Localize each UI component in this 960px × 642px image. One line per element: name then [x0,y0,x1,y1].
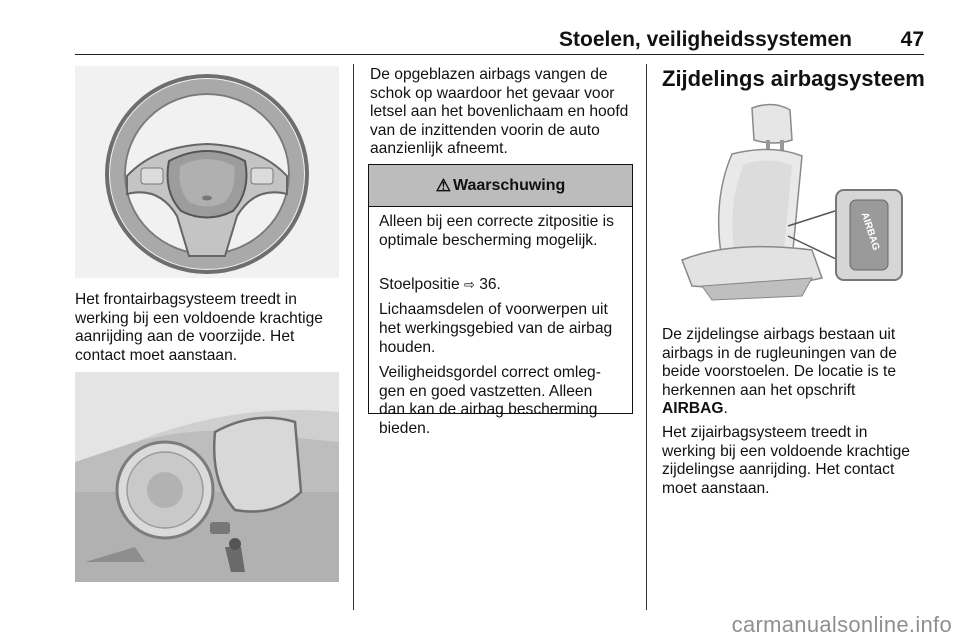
warning-header [369,165,632,207]
page-header-title: Stoelen, veiligheidssystemen [559,28,852,51]
seat-side-airbag-icon [662,100,926,312]
front-airbag-paragraph: Het frontairbagsysteem treedt in werking bij een voldoende krachtige aanrijding aan de voorzijde. Het contact moet aanstaan. [75,291,323,364]
airbag-label: AIRBAG [858,211,882,252]
column-divider-2 [646,64,647,610]
watermark: carmanualsonline.info [731,612,952,637]
page-number: 47 [900,28,924,51]
header-rule [75,54,924,55]
page-reference-number[interactable]: 36. [474,275,501,293]
side-airbag-figure [662,100,926,312]
warning-paragraph-2 [379,257,622,294]
side-airbag-paragraph-2: Het zijairbagsysteem treedt in werking bij een voldoende krachtige zijdelingse aanrijding. Het contact moet aanstaan. [662,424,910,497]
inflated-front-airbags-icon [75,372,339,582]
warning-paragraph-3: Lichaamsdelen of voorwerpen uit het werkingsgebied van de airbag houden. [379,301,613,356]
airbag-inscription: AIRBAG [662,400,724,418]
seat-position-text: Stoelpositie [379,275,464,293]
warning-body [369,207,632,439]
steering-wheel-figure [75,66,339,278]
warning-title: Waarschuwing [452,176,566,194]
warning-triangle-icon: ⚠ [435,175,451,195]
page-reference-arrow-icon: ⇨ [463,276,475,292]
warning-box [368,164,633,437]
steering-wheel-airbag-icon [75,66,339,278]
column-divider-1 [353,64,354,610]
side-airbag-text-end: . [723,400,728,418]
section-heading: Zijdelings airbagsysteem [662,66,925,91]
warning-paragraph-4: Veiligheidsgordel correct omleg- gen en goed vastzetten. Alleen dan kan de airbag bescherming bieden. [379,364,601,437]
side-airbag-text: De zijdelingse airbags bestaan uit airbags in de rugleuningen van de beide voorstoelen. De locatie is te herkennen aan het opschrift [662,326,897,399]
warning-paragraph-1: Alleen bij een correcte zitpositie is optimale bescherming mogelijk. [379,213,614,249]
airbag-effect-paragraph: De opgeblazen airbags vangen de schok op waardoor het gevaar voor letsel aan het bovenlichaam en hoofd van de inzittenden voorin de auto aanzienlijk afneemt. [370,66,629,158]
side-airbag-paragraph-1 [662,326,942,419]
front-airbags-figure [75,372,339,582]
